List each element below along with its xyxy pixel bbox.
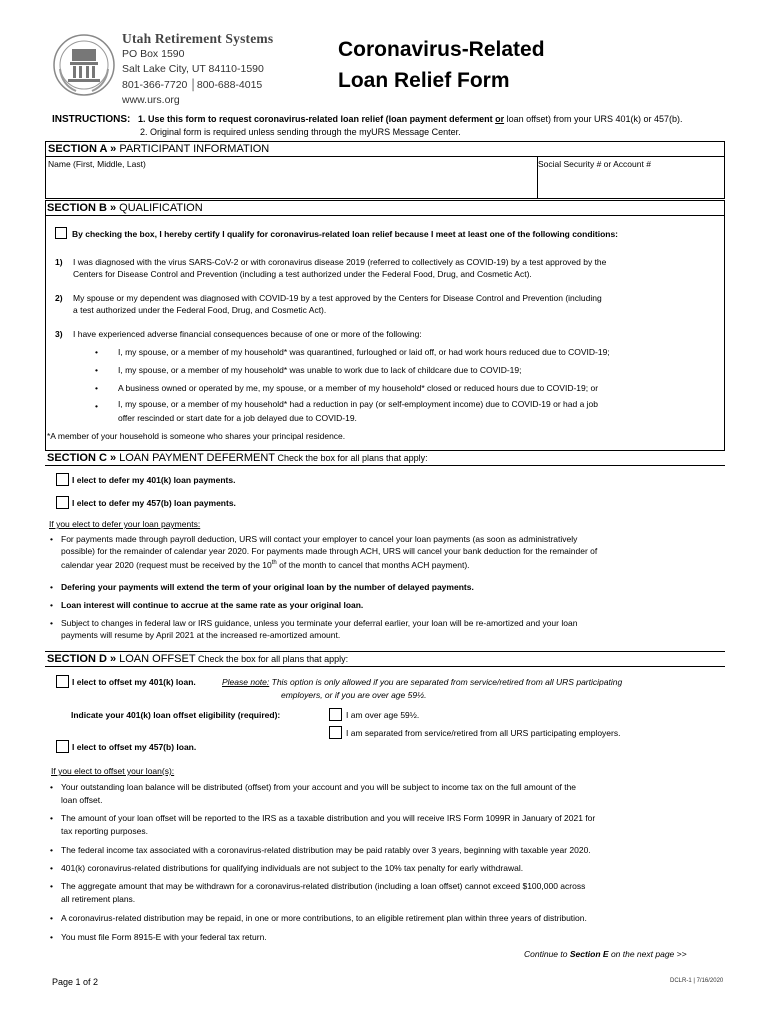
bullet: • (50, 932, 53, 942)
bullet-text: Subject to changes in federal law or IRS guidance, unless you terminate your deferral earlier, your loan will be re-amortized and your loan (61, 618, 578, 628)
instruction-or: or (495, 114, 505, 124)
condition-text: a test authorized under the Federal Food, Drug, and Cosmetic Act). (73, 305, 327, 315)
continue-section: Section E (569, 949, 609, 959)
defer-if-label: If you elect to defer your loan payments: (49, 519, 201, 529)
over-59-label: I am over age 59½. (346, 710, 420, 720)
section-c-label: SECTION C » (47, 452, 117, 464)
section-d-instruction: Check the box for all plans that apply: (195, 654, 349, 664)
bullet-text: The aggregate amount that may be withdrawn for a coronavirus-related distribution (including a loan offset) cannot exceed $100,000 across (61, 881, 586, 891)
urs-seal-logo (52, 33, 116, 97)
over-59-checkbox[interactable] (329, 708, 342, 721)
bullet: • (50, 618, 53, 628)
bullet: • (50, 582, 53, 592)
bullet-text: The federal income tax associated with a coronavirus-related distribution may be paid ratably over 3 years, beginning with taxable year 2020. (61, 845, 591, 855)
section-a-label: SECTION A » (48, 143, 117, 155)
title-line-1: Coronavirus-Related (338, 38, 545, 61)
certify-text: By checking the box, I hereby certify I qualify for coronavirus-related loan relief because I meet at least one of the following conditions: (72, 229, 619, 239)
bullet: • (50, 845, 53, 855)
bullet-text: 401(k) coronavirus-related distributions for qualifying individuals are not subject to the 10% tax penalty for early withdrawal. (61, 863, 524, 873)
bullet: • (95, 347, 98, 357)
offset-note (222, 676, 622, 688)
bullet-text: I, my spouse, or a member of my household* was quarantined, furloughed or laid off, or had work hours reduced due to COVID-19; (118, 347, 610, 357)
section-a-header (46, 142, 724, 157)
condition-number: 2) (55, 293, 63, 303)
name-field[interactable] (46, 157, 538, 198)
bullet-text: offer rescinded or start date for a job delayed due to COVID-19. (118, 413, 357, 423)
bullet: • (50, 813, 53, 823)
bullet-text-part: calendar year 2020 (request must be received by the 10 (61, 559, 272, 570)
separated-label: I am separated from service/retired from all URS participating employers. (346, 728, 621, 738)
bullet-text: For payments made through payroll deduction, URS will contact your employer to cancel your loan payments (as soon as administratively (61, 534, 578, 544)
form-code: DCLR-1 | 7/16/2020 (670, 978, 724, 984)
title-line-2: Loan Relief Form (338, 69, 510, 92)
bullet: • (95, 401, 98, 411)
qualify-checkbox[interactable] (55, 227, 67, 239)
section-d-label: SECTION D » (47, 653, 117, 665)
bullet-text: A business owned or operated by me, my spouse, or a member of my household* closed or reduced hours due to COVID-19; or (118, 383, 599, 393)
bullet-text: all retirement plans. (61, 894, 136, 904)
defer-401k-checkbox[interactable] (56, 473, 69, 486)
bullet: • (50, 600, 53, 610)
bullet-text: possible) for the remainder of calendar year 2020. For payments made through ACH, URS will cancel your bank deduction for the remainder of (61, 546, 598, 556)
bullet-text: You must file Form 8915-E with your federal tax return. (61, 932, 267, 942)
section-c-header (45, 450, 725, 466)
section-b-label: SECTION B » (47, 202, 117, 214)
page-number: Page 1 of 2 (52, 977, 99, 987)
address-line: PO Box 1590 (122, 47, 185, 60)
superscript: th (271, 560, 277, 566)
condition-text: I was diagnosed with the virus SARS-CoV-2 or with coronavirus disease 2019 (referred to collectively as COVID-19) by a test approved by the (73, 257, 607, 267)
bullet-text: I, my spouse, or a member of my household* had a reduction in pay (or self-employment income) due to COVID-19 or had a job (118, 399, 599, 409)
note-text: employers, or if you are over age 59½. (281, 690, 427, 700)
condition-number: 3) (55, 329, 63, 339)
bullet-text: Loan interest will continue to accrue at the same rate as your original loan. (61, 600, 364, 610)
bullet-text: A coronavirus-related distribution may be repaid, in one or more contributions, to an eligible retirement plan within three years of distribution. (61, 913, 587, 923)
offset-401k-label: I elect to offset my 401(k) loan. (72, 677, 196, 687)
section-a-title: PARTICIPANT INFORMATION (116, 143, 270, 155)
bullet: • (50, 863, 53, 873)
eligibility-label: Indicate your 401(k) loan offset eligibility (required): (71, 710, 281, 720)
instruction-1-end: loan offset) from your URS 401(k) or 457(b). (504, 114, 683, 124)
condition-text: I have experienced adverse financial consequences because of one or more of the following: (73, 329, 422, 339)
bullet-text: Defering your payments will extend the term of your original loan by the number of delayed payments. (61, 582, 474, 592)
bullet-text: I, my spouse, or a member of my household* was unable to work due to lack of childcare due to COVID-19; (118, 365, 522, 375)
bullet: • (50, 881, 53, 891)
separated-checkbox[interactable] (329, 726, 342, 739)
offset-457b-label: I elect to offset my 457(b) loan. (72, 742, 197, 752)
bullet-text (61, 557, 470, 571)
instruction-1: 1. Use this form to request coronavirus-related loan relief (loan payment deferment (138, 114, 496, 124)
name-field-label: Name (First, Middle, Last) (48, 159, 146, 169)
phone-line: 801-366-7720 │800-688-4015 (122, 78, 263, 91)
bullet: • (95, 383, 98, 393)
defer-401k-label: I elect to defer my 401(k) loan payments. (72, 475, 236, 485)
bullet-text: tax reporting purposes. (61, 826, 148, 836)
org-name: Utah Retirement Systems (122, 31, 274, 46)
note-label: Please note: (222, 677, 270, 687)
bullet: • (50, 782, 53, 792)
bullet-text: payments will resume by April 2021 at the increased re-amortized amount. (61, 630, 341, 640)
bullet-text: loan offset. (61, 795, 103, 805)
note-text: This option is only allowed if you are separated from service/retired from all URS participating (269, 677, 623, 687)
ssn-field[interactable] (534, 157, 724, 198)
instructions (52, 113, 683, 138)
section-c-instruction: Check the box for all plans that apply: (275, 453, 428, 463)
section-c-title: LOAN PAYMENT DEFERMENT (116, 452, 275, 464)
continue-text: on the next page >> (608, 949, 687, 959)
defer-457b-label: I elect to defer my 457(b) loan payments. (72, 498, 236, 508)
ssn-field-label: Social Security # or Account # (538, 159, 651, 169)
bullet-text: The amount of your loan offset will be reported to the IRS as a taxable distribution and you will receive IRS Form 1099R in January of 2021 for (61, 813, 596, 823)
form-title (338, 34, 545, 96)
bullet: • (50, 913, 53, 923)
offset-if-label: If you elect to offset your loan(s): (51, 766, 175, 776)
condition-text: My spouse or my dependent was diagnosed with COVID-19 by a test approved by the Centers for Disease Control and Prevention (including (73, 293, 602, 303)
section-b-header (45, 200, 725, 216)
section-d-header (45, 651, 725, 667)
continue-note (524, 948, 724, 960)
bullet-text: Your outstanding loan balance will be distributed (offset) from your account and you will be subject to income tax on the full amount of the (61, 782, 577, 792)
household-footnote: *A member of your household is someone who shares your principal residence. (47, 431, 346, 441)
address-line: Salt Lake City, UT 84110-1590 (122, 63, 264, 75)
section-b-title: QUALIFICATION (116, 202, 203, 214)
instructions-label: INSTRUCTIONS: (52, 114, 131, 125)
bullet: • (95, 365, 98, 375)
section-d-title: LOAN OFFSET (116, 653, 196, 665)
offset-457b-checkbox[interactable] (56, 740, 69, 753)
bullet-text-part: of the month to cancel that months ACH payment). (276, 559, 470, 570)
website-line: www.urs.org (122, 94, 180, 106)
defer-457b-checkbox[interactable] (56, 496, 69, 509)
condition-text: Centers for Disease Control and Prevention (including a test authorized under the Federal Food, Drug, and Cosmetic Act). (73, 269, 532, 279)
offset-401k-checkbox[interactable] (56, 675, 69, 688)
org-address-block (122, 31, 273, 109)
condition-number: 1) (55, 257, 63, 267)
section-a (45, 141, 725, 199)
bullet: • (50, 534, 53, 544)
continue-text: Continue to (524, 949, 570, 959)
instruction-2: 2. Original form is required unless sending through the myURS Message Center. (140, 127, 461, 137)
